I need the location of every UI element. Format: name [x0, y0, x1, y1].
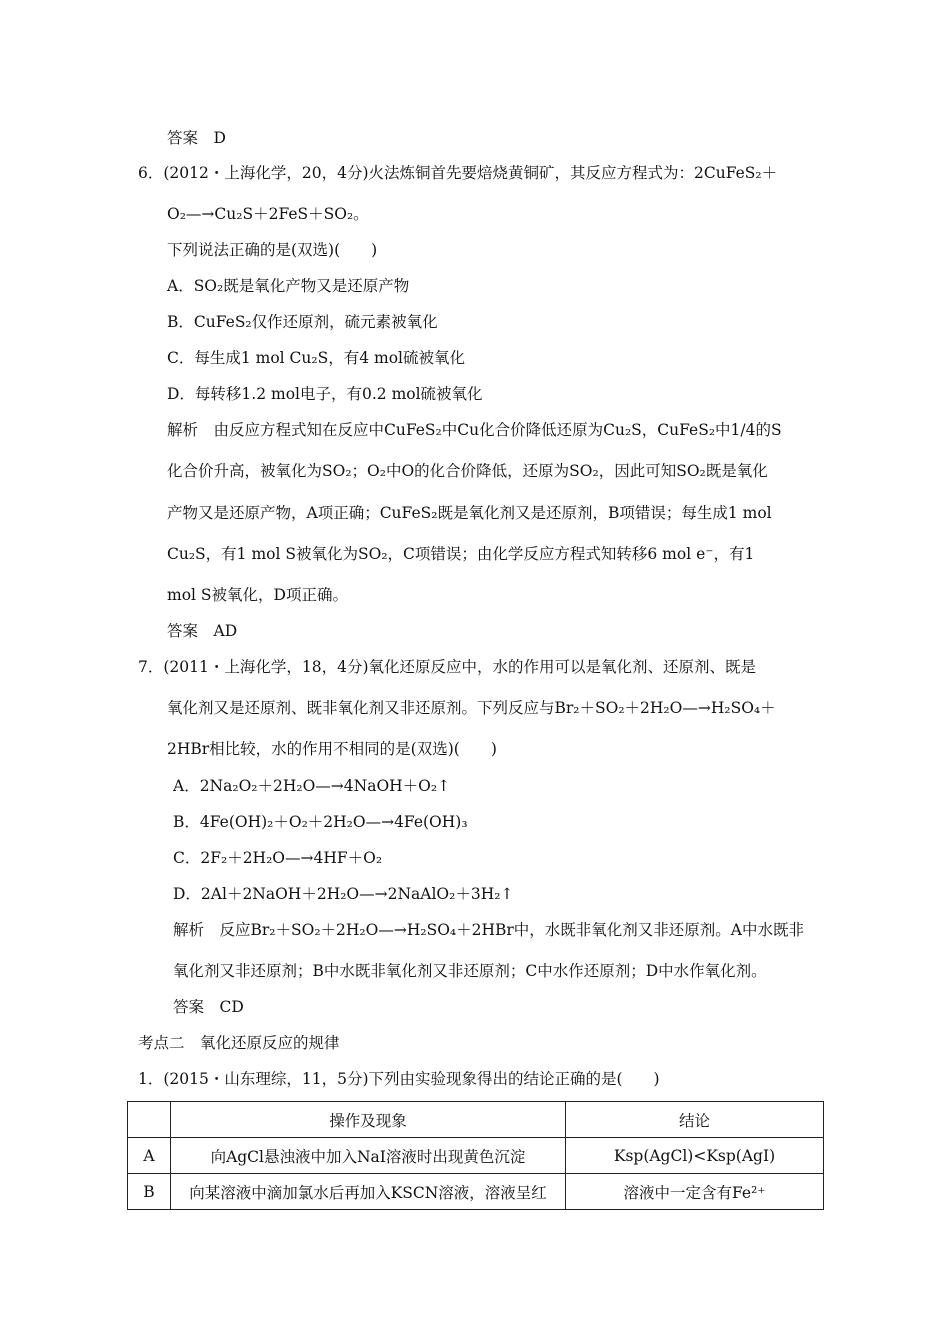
- q7-analysis-line-2: 氧化剂又非还原剂；B中水既非氧化剂又非还原剂；C中水作还原剂；D中水作氧化剂。: [173, 962, 767, 980]
- table-row: [128, 1174, 824, 1210]
- table-header-conclusion: 结论: [566, 1102, 824, 1138]
- q6-option-b: B．CuFeS₂仅作还原剂，硫元素被氧化: [167, 313, 438, 331]
- q7-stem-line-3: 2HBr相比较，水的作用不相同的是(双选)( ): [167, 740, 497, 758]
- q7-stem-line-1: 7．(2011・上海化学，18，4分)氧化还原反应中，水的作用可以是氧化剂、还原剂、既是: [138, 658, 756, 676]
- q5-answer: 答案 D: [167, 129, 226, 147]
- q7-answer: 答案 CD: [173, 998, 244, 1016]
- q6-option-a: A．SO₂既是氧化产物又是还原产物: [167, 277, 410, 295]
- q6-stem-line-1: 6．(2012・上海化学，20，4分)火法炼铜首先要焙烧黄铜矿，其反应方程式为：2CuFeS₂＋: [138, 164, 778, 182]
- experiment-table: [127, 1101, 824, 1210]
- table-header-row: [128, 1102, 824, 1138]
- q1-stem: 1．(2015・山东理综，11，5分)下列由实验现象得出的结论正确的是( ): [138, 1070, 660, 1088]
- q6-answer: 答案 AD: [167, 622, 238, 640]
- row-a-operation: 向AgCl悬浊液中加入NaI溶液时出现黄色沉淀: [171, 1138, 566, 1174]
- q6-analysis-line-2: 化合价升高，被氧化为SO₂；O₂中O的化合价降低，还原为SO₂，因此可知SO₂既是氧化: [167, 462, 768, 480]
- q7-option-a: A．2Na₂O₂＋2H₂O—→4NaOH＋O₂↑: [173, 777, 451, 795]
- q7-option-b: B．4Fe(OH)₂＋O₂＋2H₂O—→4Fe(OH)₃: [173, 813, 468, 831]
- q6-option-c: C．每生成1 mol Cu₂S，有4 mol硫被氧化: [167, 349, 466, 367]
- q6-analysis-line-4: Cu₂S，有1 mol S被氧化为SO₂，C项错误；由化学反应方程式知转移6 mol e⁻，有1: [167, 545, 755, 563]
- q7-analysis-line-1: 解析 反应Br₂＋SO₂＋2H₂O—→H₂SO₄＋2HBr中，水既非氧化剂又非还原剂。A中水既非: [173, 921, 804, 939]
- row-b-conclusion: 溶液中一定含有Fe²⁺: [566, 1174, 824, 1210]
- q6-option-d: D．每转移1.2 mol电子，有0.2 mol硫被氧化: [167, 385, 483, 403]
- q6-analysis-line-3: 产物又是还原产物，A项正确；CuFeS₂既是氧化剂又是还原剂，B项错误；每生成1 mol: [167, 504, 772, 522]
- row-b-operation: 向某溶液中滴加氯水后再加入KSCN溶液，溶液呈红: [171, 1174, 566, 1210]
- q6-stem-line-2: O₂—→Cu₂S＋2FeS＋SO₂。: [167, 205, 369, 223]
- row-a-conclusion: Ksp(AgCl)<Ksp(AgI): [566, 1138, 824, 1174]
- table-row: [128, 1138, 824, 1174]
- q6-analysis-line-1: 解析 由反应方程式知在反应中CuFeS₂中Cu化合价降低还原为Cu₂S，CuFeS₂中1/4的S: [167, 421, 782, 439]
- q7-option-c: C．2F₂＋2H₂O—→4HF＋O₂: [173, 849, 383, 867]
- table-header-operation: 操作及现象: [171, 1102, 566, 1138]
- q6-prompt: 下列说法正确的是(双选)( ): [167, 241, 378, 259]
- q7-option-d: D．2Al＋2NaOH＋2H₂O—→2NaAlO₂＋3H₂↑: [173, 885, 514, 903]
- q6-analysis-line-5: mol S被氧化，D项正确。: [167, 586, 348, 604]
- table-header-blank: [128, 1102, 171, 1138]
- row-b-label: B: [128, 1174, 171, 1210]
- row-a-label: A: [128, 1138, 171, 1174]
- section-title: 考点二 氧化还原反应的规律: [138, 1034, 340, 1052]
- q7-stem-line-2: 氧化剂又是还原剂、既非氧化剂又非还原剂。下列反应与Br₂＋SO₂＋2H₂O—→H₂SO₄＋: [167, 699, 776, 717]
